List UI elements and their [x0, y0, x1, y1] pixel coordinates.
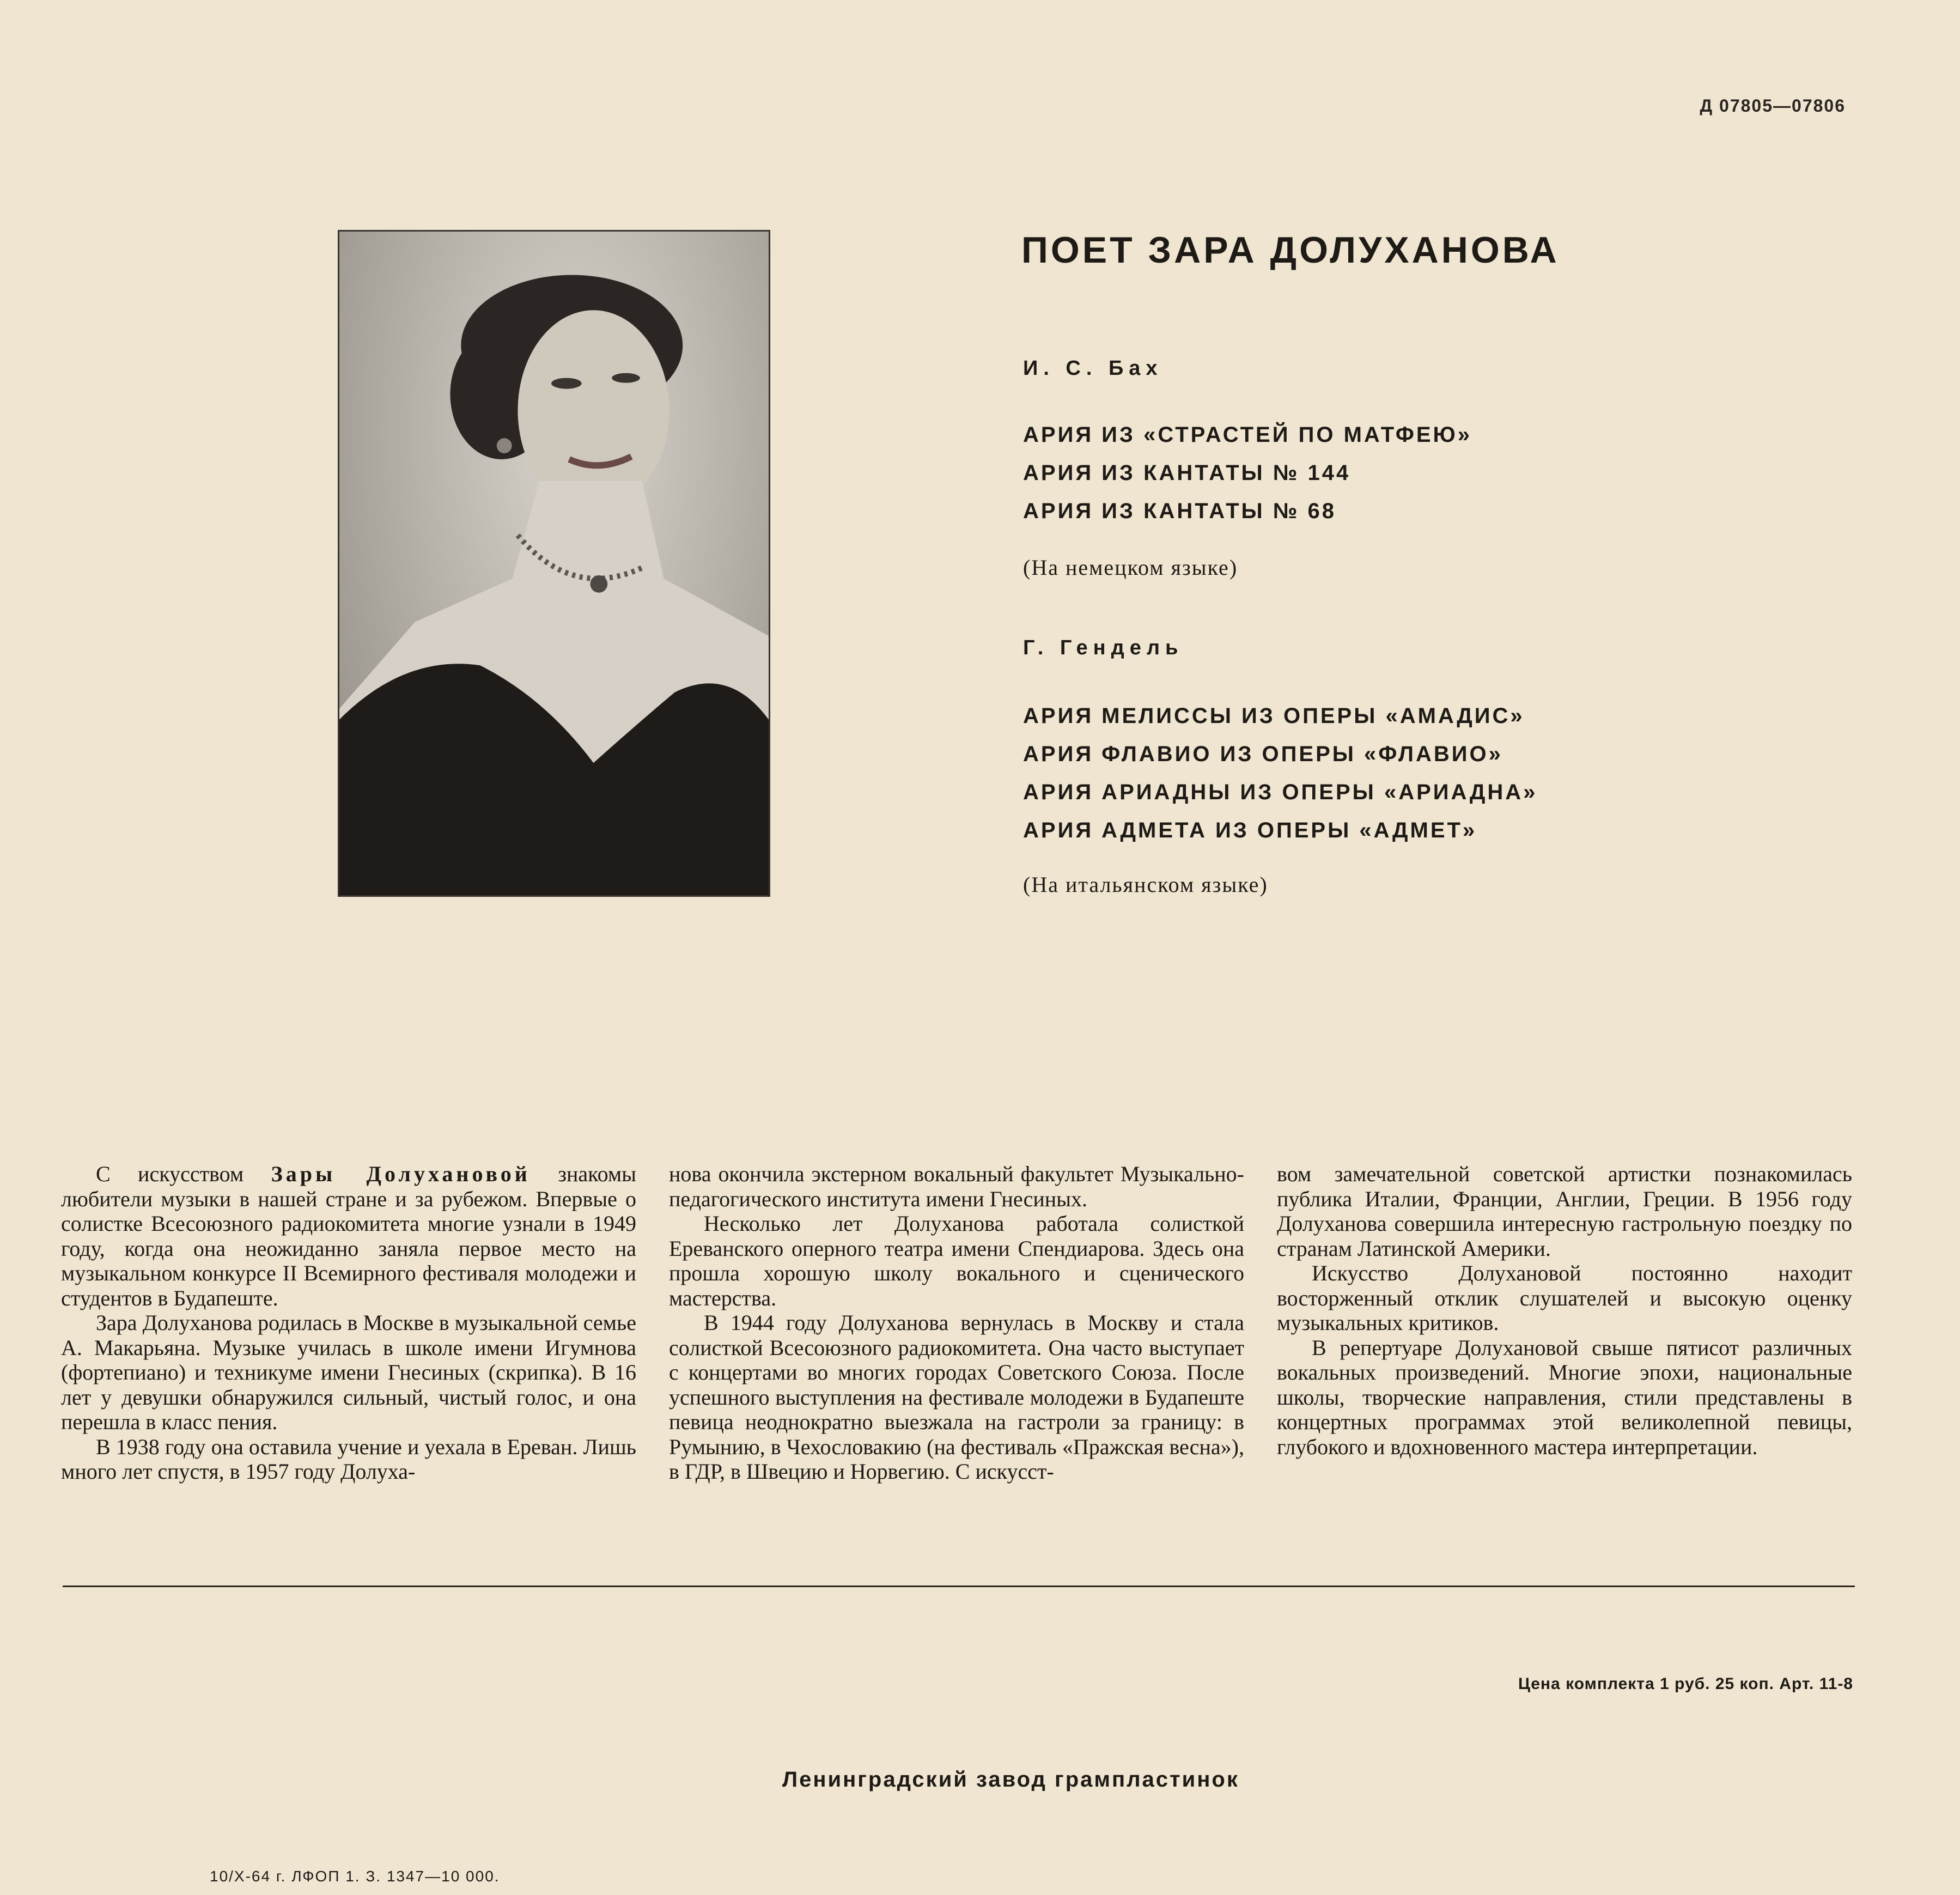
singer-portrait-photo [338, 230, 770, 897]
horizontal-divider [63, 1586, 1855, 1587]
album-title: ПОЕТ ЗАРА ДОЛУХАНОВА [1021, 229, 1560, 271]
price-label: Цена комплекта 1 руб. 25 коп. Арт. 11-8 [1518, 1675, 1853, 1693]
work-handel-4: АРИЯ АДМЕТА ИЗ ОПЕРЫ «АДМЕТ» [1023, 818, 1477, 842]
biography-paragraph: нова окончила экстерном вокальный факультет Музыкально-педагогического института имени Гнесиных. [669, 1162, 1244, 1211]
biography-column-1 [61, 1162, 636, 1484]
biography-paragraph: В 1944 году Долуханова вернулась в Москву и стала солисткой Всесоюзного радиокомитета. Она часто выступает с концертами во многих городах Советского Союза. После успешного выступления на фестивале молодежи в Будапеште певица неоднократно выезжала на гастроли за границу: в Румынию, в Чехословакию (на фестиваль «Пражская весна»), в ГДР, в Швецию и Норвегию. С искусст- [669, 1310, 1244, 1484]
portrait-illustration [339, 232, 769, 895]
biography-paragraph: вом замечательной советской артистки познакомилась публика Италии, Франции, Англии, Греции. В 1956 году Долуханова совершила интересную гастрольную поездку по странам Латинской Америки. [1277, 1162, 1852, 1261]
composer-handel: Г. Гендель [1023, 636, 1184, 659]
catalog-number: Д 07805—07806 [1700, 96, 1846, 116]
biography-paragraph: Искусство Долухановой постоянно находит восторженный отклик слушателей и высокую оценку музыкальных критиков. [1277, 1261, 1852, 1335]
language-note-german: (На немецком языке) [1023, 555, 1238, 580]
biography-column-3 [1277, 1162, 1852, 1459]
singer-name: Зары Долухановой [271, 1162, 531, 1186]
biography-text: знакомы любители музыки в нашей стране и за рубежом. Впервые о солистке Всесоюзного радиокомитета многие узнали в 1949 году, когда она неожиданно заняла первое место на музыкальном конкурсе II Всемирного фестиваля молодежи и студентов в Будапеште. [61, 1162, 637, 1310]
biography-text: С искусством [96, 1162, 271, 1186]
biography-paragraph: В репертуаре Долухановой свыше пятисот различных вокальных произведений. Многие эпохи, национальные школы, творческие направления, стили представлены в концертных программах этой великолепной певицы, глубокого и вдохновенного мастера интерпретации. [1277, 1335, 1852, 1459]
biography-paragraph: В 1938 году она оставила учение и уехала в Ереван. Лишь много лет спустя, в 1957 году Долуха- [61, 1434, 636, 1484]
biography-column-2 [669, 1162, 1244, 1484]
work-bach-1: АРИЯ ИЗ «СТРАСТЕЙ ПО МАТФЕЮ» [1023, 423, 1472, 447]
work-handel-1: АРИЯ МЕЛИССЫ ИЗ ОПЕРЫ «АМАДИС» [1023, 704, 1525, 728]
biography-paragraph: Несколько лет Долуханова работала солисткой Ереванского оперного театра имени Спендиарова. Здесь она прошла хорошую школу вокального и сценического мастерства. [669, 1211, 1244, 1310]
work-bach-2: АРИЯ ИЗ КАНТАТЫ № 144 [1023, 461, 1351, 485]
biography-paragraph: Зара Долуханова родилась в Москве в музыкальной семье А. Макарьяна. Музыке училась в школе имени Игумнова (фортепиано) и техникуме имени Гнесиных (скрипка). В 16 лет у девушки обнаружился сильный, чистый голос, и она перешла в класс пения. [61, 1310, 636, 1434]
work-handel-2: АРИЯ ФЛАВИО ИЗ ОПЕРЫ «ФЛАВИО» [1023, 742, 1503, 766]
language-note-italian: (На итальянском языке) [1023, 872, 1268, 897]
work-bach-3: АРИЯ ИЗ КАНТАТЫ № 68 [1023, 499, 1336, 523]
composer-bach: И. С. Бах [1023, 357, 1163, 380]
work-handel-3: АРИЯ АРИАДНЫ ИЗ ОПЕРЫ «АРИАДНА» [1023, 780, 1538, 804]
manufacturer-label: Ленинградский завод грампластинок [782, 1768, 1239, 1791]
print-info: 10/Х-64 г. ЛФОП 1. З. 1347—10 000. [210, 1868, 500, 1885]
biography-paragraph [61, 1162, 636, 1310]
